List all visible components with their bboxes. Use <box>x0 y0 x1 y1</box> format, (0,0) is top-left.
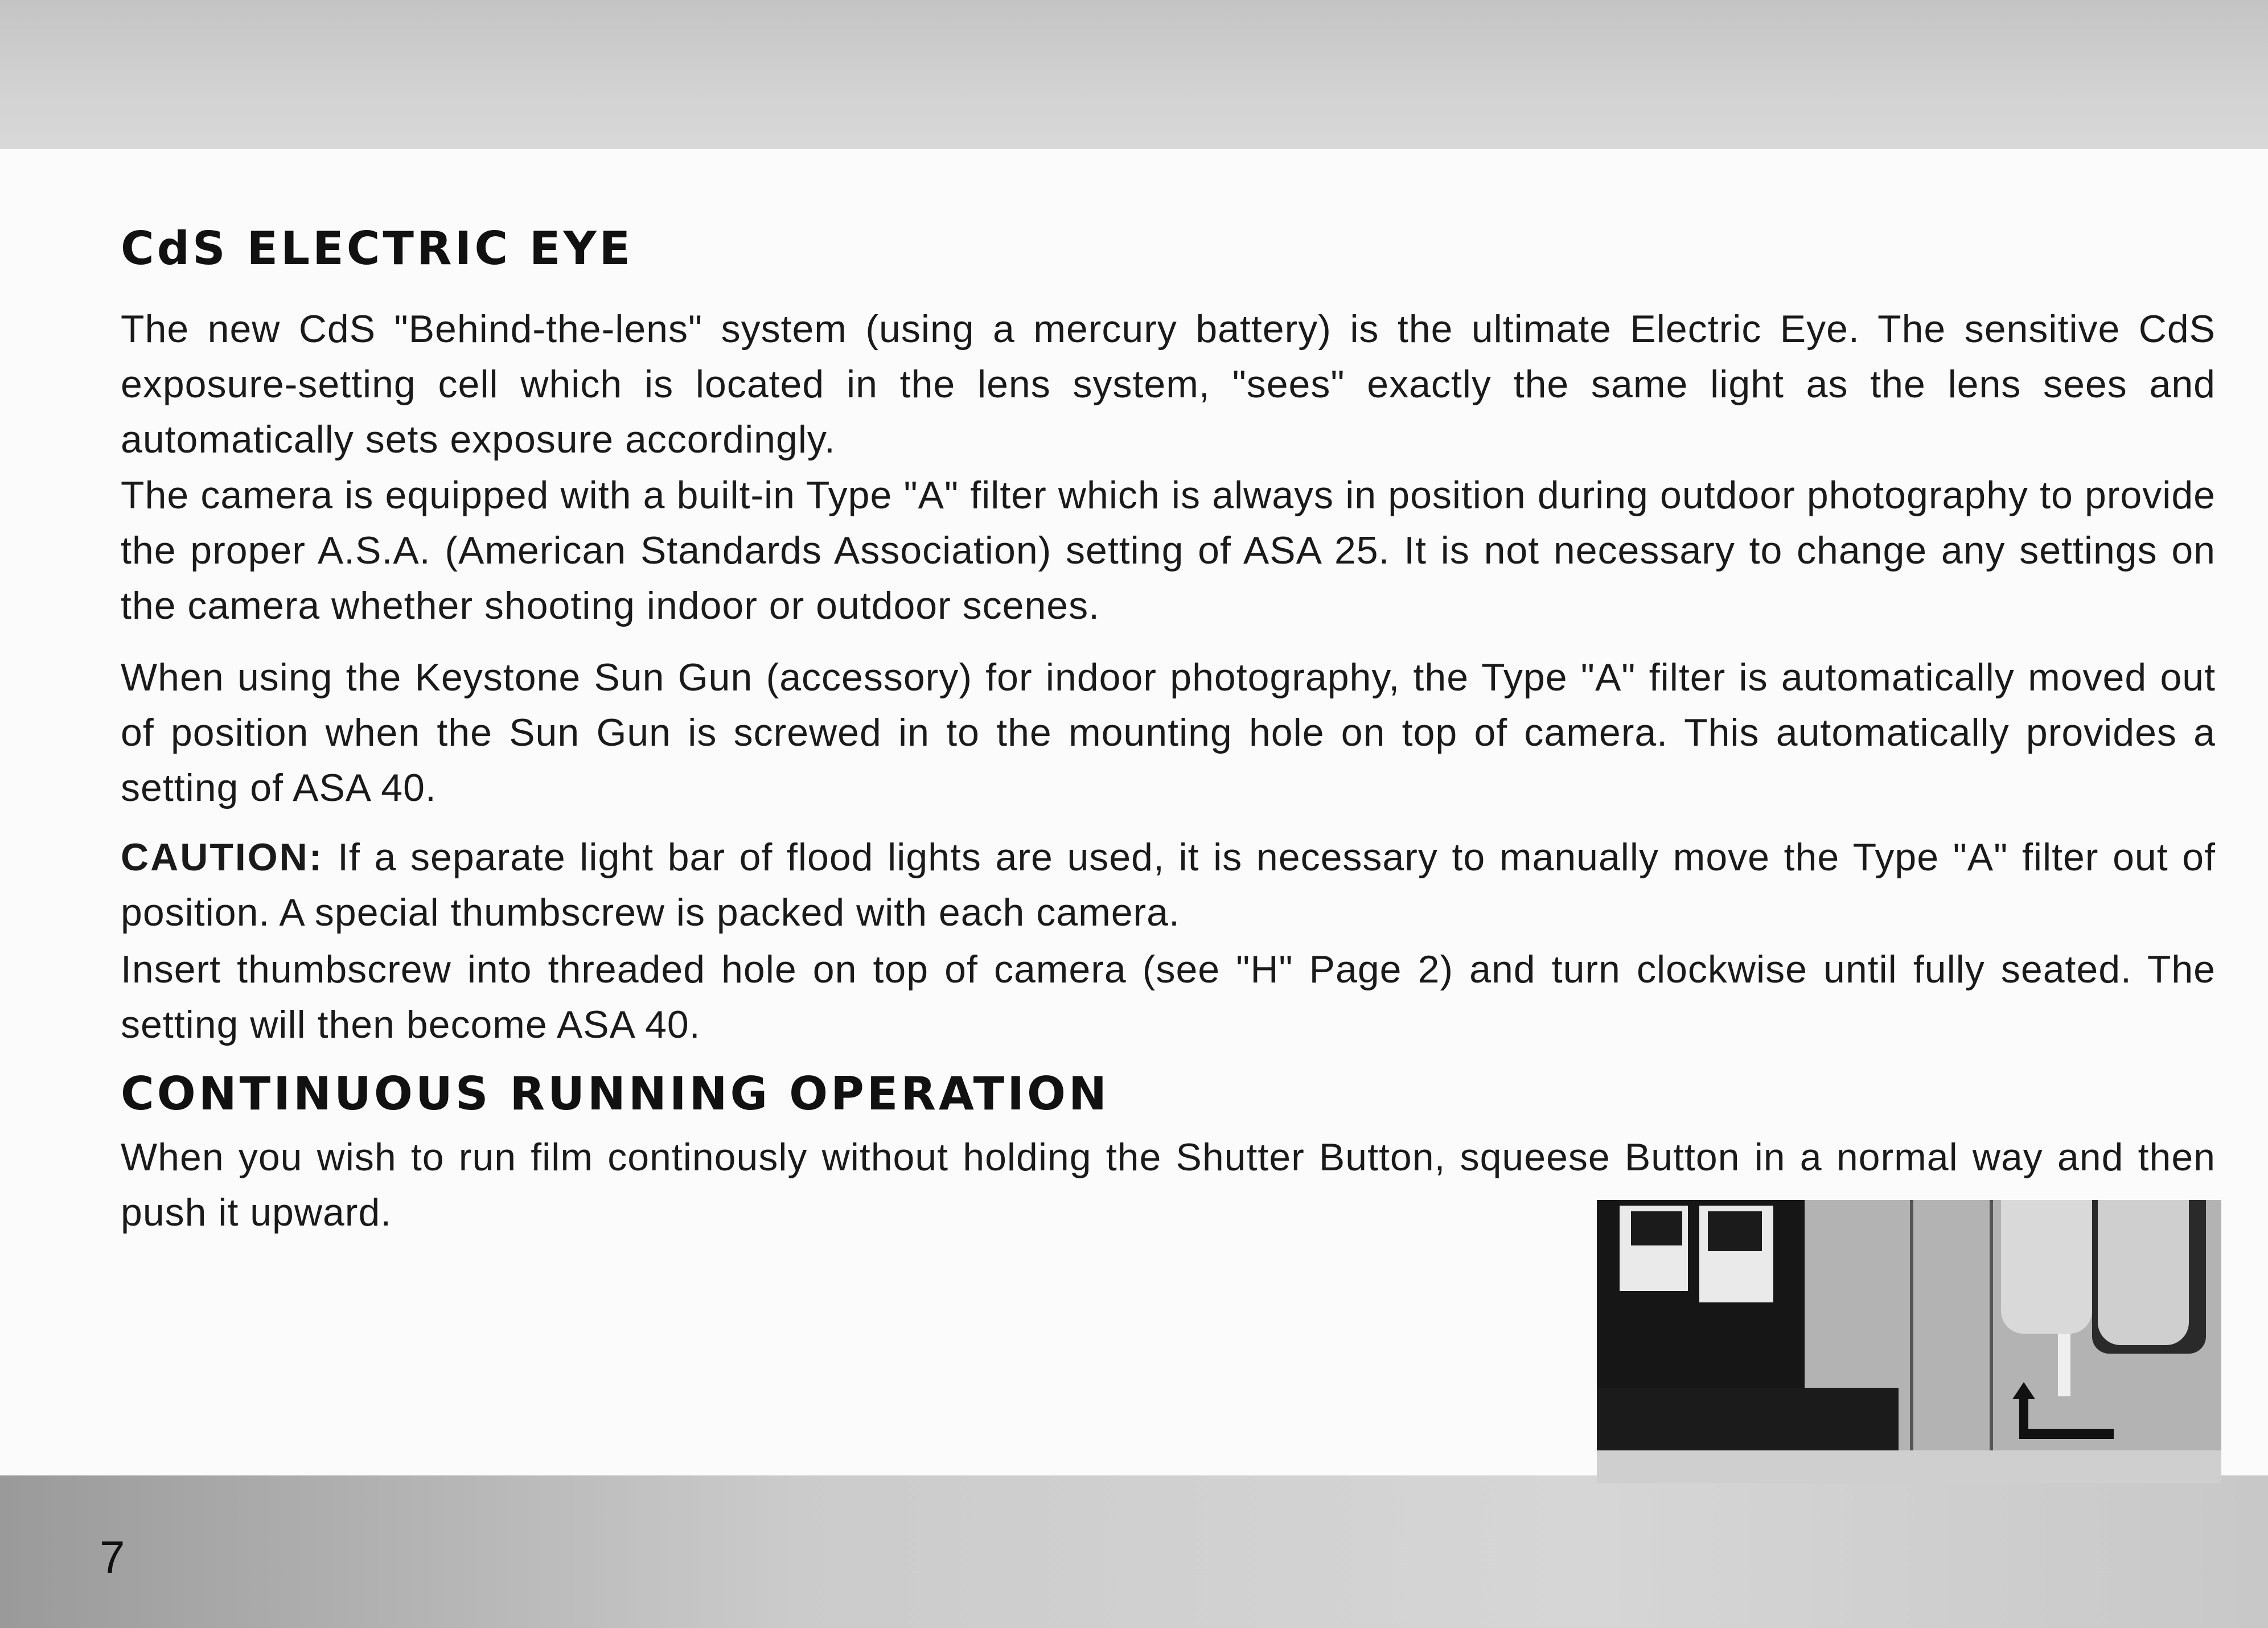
cds-paragraph-3: When using the Keystone Sun Gun (accessory) for indoor photography, the Type "A" filter is automatically moved out of position when the Sun Gun is screwed in to the mounting hole on top of camera. This automatically provides a setting of ASA 40. <box>121 656 2216 809</box>
top-scan-border <box>0 0 2268 149</box>
cds-paragraph-1: The new CdS "Behind-the-lens" system (using a mercury battery) is the ultimate Electric Eye. The sensitive CdS exposure-setting cell which is located in the lens system, "sees" exactly the same light as the lens sees and automatically sets exposure accordingly. <box>121 307 2216 461</box>
caution-text: If a separate light bar of flood lights are used, it is necessary to manually move the Type "A" filter out of position. A special thumbscrew is packed with each camera. <box>121 836 2216 934</box>
caution-label: CAUTION: <box>121 836 324 879</box>
continuous-running-heading: CONTINUOUS RUNNING OPERATION <box>121 1067 1110 1120</box>
camera-shutter-photo <box>1597 1200 2221 1483</box>
cds-electric-eye-heading: CdS ELECTRIC EYE <box>121 222 634 275</box>
cds-paragraph-2: The camera is equipped with a built-in Type "A" filter which is always in position during outdoor photography to provide the proper A.S.A. (American Standards Association) setting of ASA 25. It is not necessary to change any settings on the camera whether shooting indoor or outdoor scenes. <box>121 474 2216 627</box>
upward-arrow-icon <box>2012 1382 2115 1445</box>
bottom-scan-border <box>0 1475 2268 1628</box>
insert-thumbscrew-paragraph: Insert thumbscrew into threaded hole on top of camera (see "H" Page 2) and turn clockwise until fully seated. The setting will then become ASA 40. <box>121 948 2216 1046</box>
caution-paragraph <box>121 830 2216 940</box>
page-number: 7 <box>100 1532 125 1582</box>
continuous-running-paragraph: When you wish to run film continously without holding the Shutter Button, squeese Button in a normal way and then push it upward. <box>121 1136 2216 1234</box>
